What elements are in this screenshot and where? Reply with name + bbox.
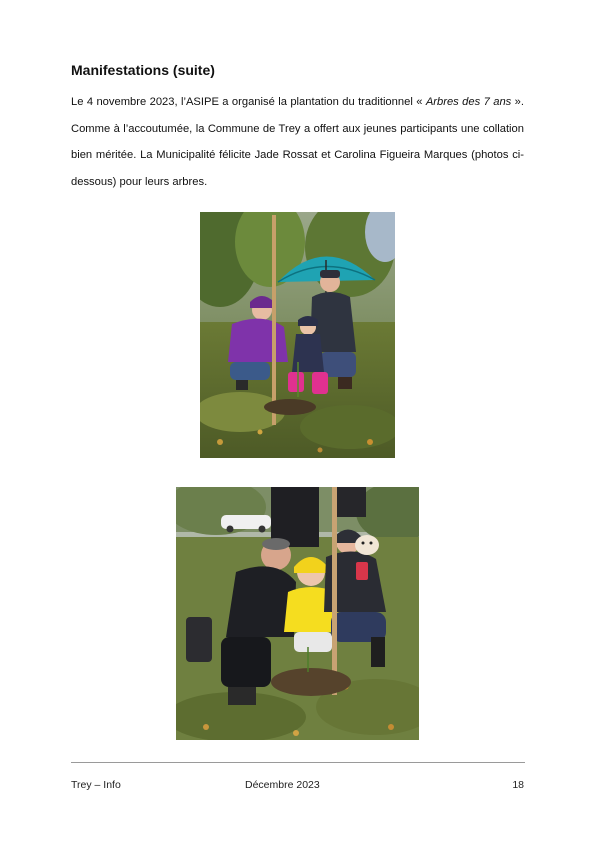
- footer-page-number: 18: [512, 779, 524, 791]
- page-title: Manifestations (suite): [71, 62, 215, 78]
- article-text-end: ». Comme à l’accoutumée, la Commune de Trey a offert aux jeunes participants une collation bien méritée. La Municipalité félicite Jade Rossat et Carolina Figueira Marques (photos ci-dessous) pour leurs arbres.: [71, 96, 524, 188]
- article-paragraph: [71, 89, 524, 195]
- tree-planting-photo-2: [176, 487, 419, 740]
- footer-date: Décembre 2023: [245, 779, 320, 791]
- article-text-italic: Arbres des 7 ans: [425, 96, 512, 108]
- article-text-start: Le 4 novembre 2023, l’ASIPE a organisé la plantation du traditionnel «: [71, 96, 426, 108]
- footer-divider: [71, 762, 525, 763]
- footer-publication: Trey – Info: [71, 779, 121, 791]
- tree-planting-photo-1: [200, 212, 395, 458]
- tree-planting-photo-1-image: [200, 212, 395, 458]
- tree-planting-photo-2-image: [176, 487, 419, 740]
